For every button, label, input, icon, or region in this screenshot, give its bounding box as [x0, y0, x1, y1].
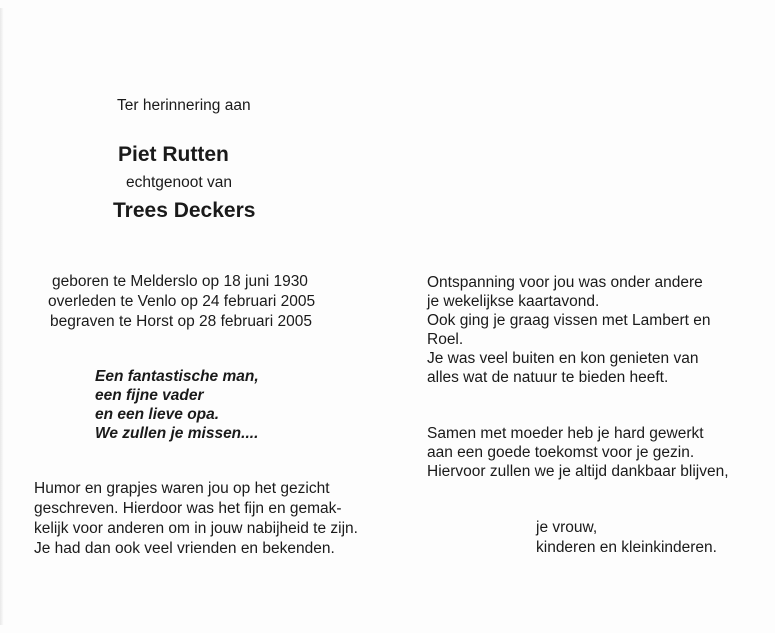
right-paragraph-line: aan een goede toekomst voor je gezin. [427, 444, 695, 461]
death-line: overleden te Venlo op 24 februari 2005 [48, 293, 316, 310]
right-paragraph-line: Hiervoor zullen we je altijd dankbaar blijven, [427, 463, 729, 480]
intro-text: Ter herinnering aan [117, 97, 251, 114]
deceased-name: Piet Rutten [118, 143, 229, 166]
verse-line: en een lieve opa. [95, 406, 220, 423]
card-edge [0, 8, 4, 625]
left-paragraph-line: Je had dan ook veel vrienden en bekenden. [34, 540, 335, 557]
right-paragraph-line: Roel. [427, 331, 464, 348]
signature-line: kinderen en kleinkinderen. [536, 539, 717, 556]
signature-line: je vrouw, [536, 519, 598, 536]
left-paragraph-line: kelijk voor anderen om in jouw nabijheid te zijn. [34, 520, 358, 537]
right-paragraph-line: je wekelijkse kaartavond. [427, 293, 600, 310]
left-paragraph-line: Humor en grapjes waren jou op het gezicht [34, 480, 330, 497]
right-paragraph-line: Ook ging je graag vissen met Lambert en [427, 312, 711, 329]
burial-line: begraven te Horst op 28 februari 2005 [50, 313, 312, 330]
right-paragraph-line: alles wat de natuur te bieden heeft. [427, 369, 669, 386]
left-paragraph-line: geschreven. Hierdoor was het fijn en gemak- [34, 500, 342, 517]
right-paragraph-line: Ontspanning voor jou was onder andere [427, 274, 703, 291]
right-paragraph-line: Samen met moeder heb je hard gewerkt [427, 425, 704, 442]
relation-text: echtgenoot van [126, 174, 233, 191]
verse-line: Een fantastische man, [95, 368, 259, 385]
verse-line: We zullen je missen.... [95, 425, 259, 442]
right-paragraph-line: Je was veel buiten en kon genieten van [427, 350, 699, 367]
birth-line: geboren te Melderslo op 18 juni 1930 [52, 273, 308, 290]
verse-line: een fijne vader [95, 387, 204, 404]
spouse-name: Trees Deckers [113, 199, 256, 222]
